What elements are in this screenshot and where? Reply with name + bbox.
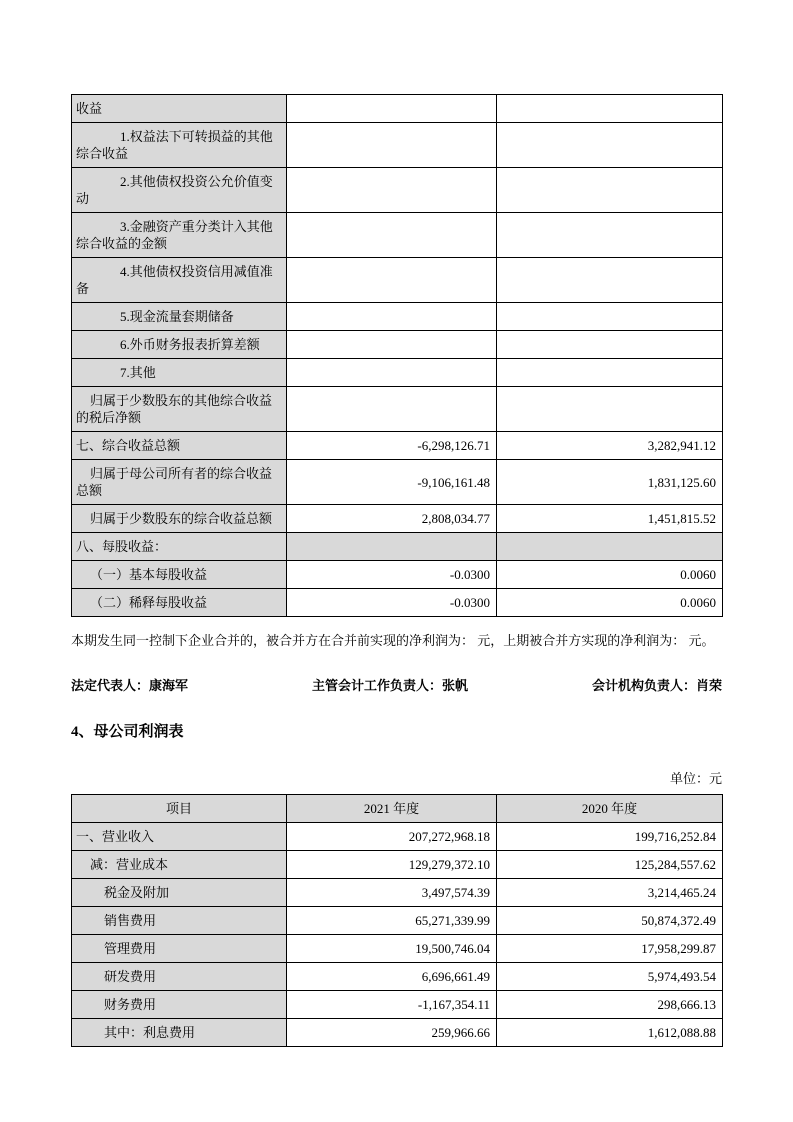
- unit-label: 单位：元: [669, 771, 722, 786]
- row-label: 七、综合收益总额: [72, 432, 287, 460]
- current-period-value: -1,167,354.11: [287, 991, 497, 1019]
- prior-period-value: 3,214,465.24: [497, 879, 723, 907]
- table-row: [72, 331, 723, 359]
- current-period-value: -0.0300: [287, 561, 497, 589]
- prior-period-value: [497, 95, 723, 123]
- table-row: [72, 991, 723, 1019]
- table-row: [72, 561, 723, 589]
- prior-period-value: 199,716,252.84: [497, 823, 723, 851]
- merger-note: 本期发生同一控制下企业合并的，被合并方在合并前实现的净利润为： 元，上期被合并方实现的净利润为： 元。: [71, 633, 715, 648]
- prior-period-value: 5,974,493.54: [497, 963, 723, 991]
- row-label: 一、营业收入: [72, 823, 287, 851]
- prior-period-value: 3,282,941.12: [497, 432, 723, 460]
- row-label: 6.外币财务报表折算差额: [72, 331, 287, 359]
- current-period-value: [287, 387, 497, 432]
- current-period-value: [287, 303, 497, 331]
- table-row: [72, 460, 723, 505]
- row-label: 八、每股收益：: [72, 533, 287, 561]
- table-row: [72, 851, 723, 879]
- row-label: （二）稀释每股收益: [72, 589, 287, 617]
- current-period-value: 19,500,746.04: [287, 935, 497, 963]
- table-row: [72, 533, 723, 561]
- chief-accountant: 主管会计工作负责人：张帆: [311, 678, 468, 693]
- prior-period-value: [497, 331, 723, 359]
- parent-income-table-body: [72, 823, 723, 1047]
- row-label: 财务费用: [72, 991, 287, 1019]
- row-label: 研发费用: [72, 963, 287, 991]
- current-period-value: 2,808,034.77: [287, 505, 497, 533]
- prior-period-value: 298,666.13: [497, 991, 723, 1019]
- current-period-value: 65,271,339.99: [287, 907, 497, 935]
- parent-income-table-head: [72, 795, 723, 823]
- table-row: [72, 213, 723, 258]
- prior-period-value: [497, 533, 723, 561]
- row-label: 归属于少数股东的其他综合收益的税后净额: [72, 387, 287, 432]
- row-label: 销售费用: [72, 907, 287, 935]
- table-row: [72, 935, 723, 963]
- row-label: （一）基本每股收益: [72, 561, 287, 589]
- table-row: [72, 303, 723, 331]
- table-row: [72, 359, 723, 387]
- parent-company-income-table: [71, 794, 723, 1047]
- current-period-value: [287, 331, 497, 359]
- accounting-dept-head: 会计机构负责人：肖荣: [591, 678, 722, 693]
- current-period-value: -9,106,161.48: [287, 460, 497, 505]
- row-label: 7.其他: [72, 359, 287, 387]
- prior-period-value: 1,612,088.88: [497, 1019, 723, 1047]
- table-row: [72, 907, 723, 935]
- prior-period-value: [497, 359, 723, 387]
- current-period-value: [287, 95, 497, 123]
- row-label: 1.权益法下可转损益的其他综合收益: [72, 123, 287, 168]
- current-period-value: 129,279,372.10: [287, 851, 497, 879]
- table-row: [72, 168, 723, 213]
- prior-period-value: [497, 387, 723, 432]
- table-header-row: [72, 795, 723, 823]
- table-row: [72, 589, 723, 617]
- prior-period-value: 1,831,125.60: [497, 460, 723, 505]
- current-period-value: 3,497,574.39: [287, 879, 497, 907]
- table-row: [72, 1019, 723, 1047]
- table-row: [72, 963, 723, 991]
- row-label: 3.金融资产重分类计入其他综合收益的金额: [72, 213, 287, 258]
- current-period-value: [287, 168, 497, 213]
- row-label: 5.现金流量套期储备: [72, 303, 287, 331]
- legal-representative: 法定代表人：康海军: [71, 678, 189, 693]
- current-period-value: 259,966.66: [287, 1019, 497, 1047]
- row-label: 归属于少数股东的综合收益总额: [72, 505, 287, 533]
- header-year-2020: 2020 年度: [497, 795, 723, 823]
- prior-period-value: 125,284,557.62: [497, 851, 723, 879]
- header-item: 项目: [72, 795, 287, 823]
- row-label: 减：营业成本: [72, 851, 287, 879]
- current-period-value: -0.0300: [287, 589, 497, 617]
- current-period-value: [287, 123, 497, 168]
- row-label: 税金及附加: [72, 879, 287, 907]
- table-row: [72, 505, 723, 533]
- prior-period-value: [497, 303, 723, 331]
- table-row: [72, 258, 723, 303]
- prior-period-value: 0.0060: [497, 561, 723, 589]
- row-label: 归属于母公司所有者的综合收益总额: [72, 460, 287, 505]
- table-row: [72, 823, 723, 851]
- current-period-value: -6,298,126.71: [287, 432, 497, 460]
- current-period-value: [287, 533, 497, 561]
- table-row: [72, 432, 723, 460]
- current-period-value: [287, 213, 497, 258]
- header-year-2021: 2021 年度: [287, 795, 497, 823]
- prior-period-value: 0.0060: [497, 589, 723, 617]
- prior-period-value: 17,958,299.87: [497, 935, 723, 963]
- table-row: [72, 387, 723, 432]
- signature-row: [71, 675, 722, 694]
- current-period-value: 6,696,661.49: [287, 963, 497, 991]
- prior-period-value: 1,451,815.52: [497, 505, 723, 533]
- current-period-value: 207,272,968.18: [287, 823, 497, 851]
- prior-period-value: 50,874,372.49: [497, 907, 723, 935]
- prior-period-value: [497, 258, 723, 303]
- table-row: [72, 123, 723, 168]
- table-row: [72, 879, 723, 907]
- current-period-value: [287, 258, 497, 303]
- section-title: 4、母公司利润表: [71, 724, 184, 740]
- comprehensive-income-table-body: [72, 95, 723, 617]
- comprehensive-income-table: [71, 94, 723, 617]
- table-row: [72, 95, 723, 123]
- prior-period-value: [497, 168, 723, 213]
- current-period-value: [287, 359, 497, 387]
- row-label: 收益: [72, 95, 287, 123]
- row-label: 其中：利息费用: [72, 1019, 287, 1047]
- prior-period-value: [497, 213, 723, 258]
- row-label: 2.其他债权投资公允价值变动: [72, 168, 287, 213]
- row-label: 4.其他债权投资信用减值准备: [72, 258, 287, 303]
- row-label: 管理费用: [72, 935, 287, 963]
- prior-period-value: [497, 123, 723, 168]
